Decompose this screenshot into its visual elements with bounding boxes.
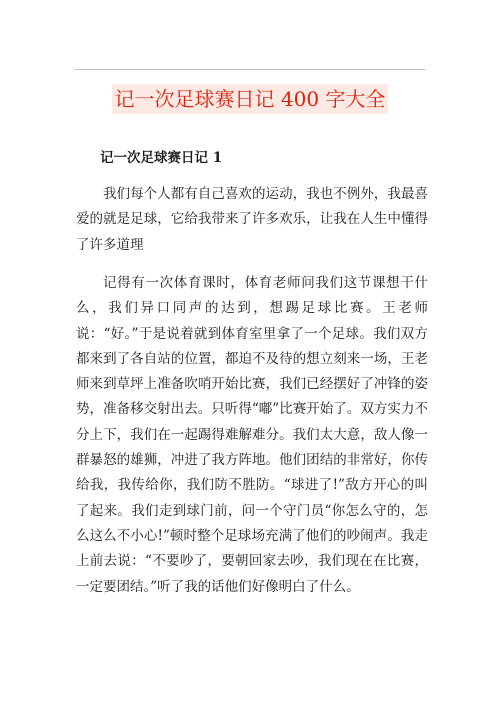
document-title: 记一次足球赛日记 400 字大全 [112,84,389,114]
header-divider [75,69,425,70]
paragraph-1: 我们每个人都有自己喜欢的运动，我也不例外，我最喜爱的就是足球，它给我带来了许多欢乐，让我在人生中懂得了许多道理 [76,186,428,253]
section-title: 记一次足球赛日记 1 [100,150,223,166]
title-container [0,84,500,114]
paragraph-2: 记得有一次体育课时，体育老师问我们这节课想干什么，我们异口同声的达到，想踢足球比赛。王老师说：“好。”于是说着就到体育室里拿了一个足球。我们双方都来到了各自站的位置，都迫不及待的想立刻来一场，王老师来到草坪上准备吹哨开始比赛，我们已经摆好了冲锋的姿势，准备移交射出去。只听得“嘟”比赛开始了。双方实力不分上下，我们在一起踢得难解难分。我们太大意，敌人像一群暴怒的雄狮，冲进了我方阵地。他们团结的非常好，你传给我，我传给你，我们防不胜防。“球进了!”敌方开心的叫了起来。我们走到球门前，问一个守门员“你怎么守的，怎么这么不小心!”顿时整个足球场充满了他们的吵闹声。我走上前去说：“不要吵了，要朝回家去吵，我们现在在比赛，一定要团结。”听了我的话他们好像明白了什么。 [76,275,428,595]
